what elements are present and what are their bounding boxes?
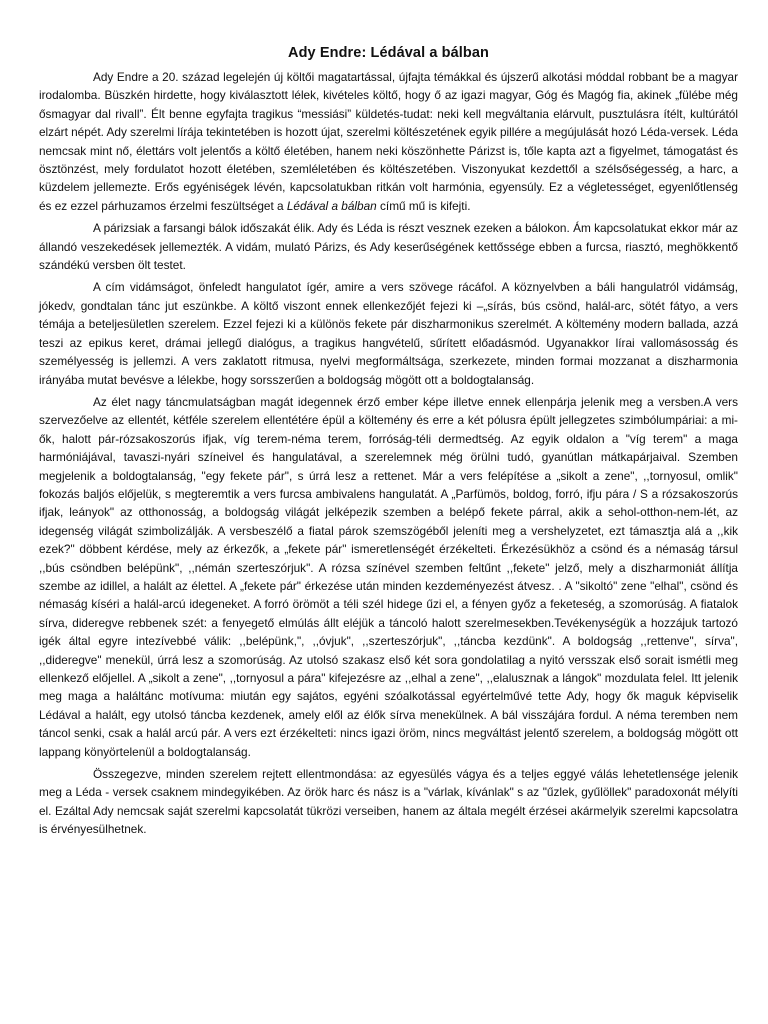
- poem-title-italic: Lédával a bálban: [286, 198, 377, 213]
- paragraph-paris: A párizsiak a farsangi bálok időszakát élik. Ady és Léda is részt vesznek ezeken a bálokon. Ám kapcsolatukat ekkor már az állandó veszekedések jellemezték. A vidám, mulató Párizs, és Ady keserűségének kettőssége ebben a furcsa, riasztó, meghökkentő szándékú versben ölt testet.: [39, 221, 738, 273]
- paragraph-intro-tail: című mű is kifejti.: [376, 198, 471, 213]
- paragraph-title-analysis: A cím vidámságot, önfeledt hangulatot ígér, amire a vers szövege rácáfol. A köznyelvben a báli hangulatról vidámság, jókedv, gondtalan tánc jut eszünkbe. A költő viszont ennek ellenkezőjét fejezi ki –„sírás, bús csönd, halál-arc, sötét fátyo, a vers témája a beteljesületlen szerelem. Ezzel fejezi ki a különös fekete pár diszharmonikus szerelmét. A költemény modern ballada, azzá teszi az epikus keret, drámai jellegű dialógus, a tragikus hangvételű, sűrített előadásmód. Ugyanakkor lírai vallomásosság és személyesség is jellemzi. A vers zaklatott ritmusa, nyelvi megformáltsága, szerkezete, minden formai mozzanat a diszharmonia irányába mutat bevésve a lélekbe, hogy sorsszerűen a boldogság mögött ott a boldogtalanság.: [39, 280, 738, 387]
- paragraph-summary: Összegezve, minden szerelem rejtett ellentmondása: az egyesülés vágya és a teljes eggyé válás lehetetlensége jelenik meg a Léda - versek csaknem mindegyikében. Az örök harc és nász is a "várlak, kívánlak" s az "űzlek, gyűlöllek" paradoxonát mélyíti el. Ezáltal Ady nemcsak saját szerelmi kapcsolatát tükrözi verseiben, hanem az általa megélt érzései akármelyik szerelmi kapcsolatra is érvényesülhetnek.: [39, 767, 738, 837]
- paragraph-intro-text: Ady Endre a 20. század legelején új költői magatartással, újfajta témákkal és újszerű alkotási móddal robbant be a magyar irodalomba. Büszkén hirdette, hogy kiválasztott lélek, kivételes költő, hogy ő az igazi magyar, Góg és Magóg fia, akinek „fülébe még ősmagyar dal rivall”. Élt benne egyfajta tragikus “messiási” küldetés-tudat: neki kell megváltania elárvult, pusztulásra ítélt, kultúrától elzárt népét. Ady szerelmi lírája tekintetében is hozott újat, szerelmi költészetének egyik pillére a megújulását hozó Léda-versek. Léda nemcsak mint nő, élettárs volt jelentős a költő életében, hanem neki köszönhette Párizst is, tőle kapta azt a figyelmet, támogatást és ösztönzést, mely fordulatot hozott életében, szemléletében és költészetében. Viszonyukat kezdettől a szélsőségesség, a harc, a küzdelem jellemezte. Erős egyéniségek lévén, kapcsolatukban ritkán volt harmónia, egyensúly. Ez a végletességet, egyenlőtlenség és ez ezzel párhuzamos érzelmi feszültséget a: [39, 70, 739, 213]
- paragraph-structure: Az élet nagy táncmulatságban magát idegennek érző ember képe illetve ennek ellenpárja jelenik meg a versben.A vers szervezőelve az ellentét, kétféle szerelem ellentétére épül a költemény és erre a két pólusra épült jellegzetes szimbólumpáriai: a mi-ők, halott pár-rózsakoszorús ifjak, víg terem-néma terem, forróság-téli dermedtség. Az egyik oldalon a "víg terem" a maga harmóniájával, tavaszi-nyári színeivel és hangulatával, a szerelemnek még örülni tudó, gyanútlan mátkapárjaival. Szemben megjelenik a boldogtalanság, "egy fekete pár", s úrrá lesz a rettenet. Már a vers felépítése a „sikolt a zene", ,,tornyosul, omlik" fokozás baljós előjelük, s megteremtik a vers furcsa ambivalens hangulatát. A „Parfümös, boldog, forró, ifju pára / S a rózsakoszorús ifjak, leányok" az otthonosság, a boldogság világát jelképezik szemben a belépő fekete párral, akik a sehol-otthon-nem-lét, az idegenség világát szimbolizálják. A versbeszélő a fiatal párok szemszögéből jeleníti meg a vershelyzetet, ezt támasztja alá a ,,kik ezek?" döbbent kérdése, mely az érkezők, a „fekete pár" ismeretlenségét érzékelteti. Érkezésükhöz a csönd és a némaság társul ,,bús csöndben belépünk", ,,némán szerteszórjuk". A rózsa színével szemben feltűnt ,,fekete" jelző, mely a diszharmoniát állítja szembe az idillel, a halált az élettel. A „fekete pár" érkezése után minden kezdeményezést átvesz. . A "sikoltó" zene "elhal", csönd és némaság kíséri a halál-arcú idegeneket. A forró örömöt a téli szél hidege űzi el, a fényen győz a feketeség, a szomorúság. A fiatalok sírva, dideregve rebbenek szét: a fenyegető elmúlás állt eléjük a táncoló halott szerelmesekben.Tevékenységük a hozzájuk tartozó igék által egyre intezívebbé válik: ,,belépünk,", ,,óvjuk", ,,szerteszórjuk", ,,táncba kezdünk". A boldogság ,,rettenve", sírva", ,,dideregve" menekül, úrrá lesz a szomorúság. Az utolsó szakasz első két sora gondolatilag a nyitó versszak első sorait ismétli meg ellenkező előjellel. A „sikolt a zene", ,,tornyosul a pára" kifejezésre az ,,elhal a zene", ,,elalusznak a lángok" mozdulata felel. Itt jelenik meg maga a haláltánc motívuma: miután egy sajátos, egyéni szóalkotással egyértelművé tette Ady, hogy ők maguk képviselik Lédával a halált, egy utolsó táncba kezdenek, amely elől az élők sírva menekülnek. A bál visszájára fordul. A néma teremben nem táncol senki, csak a halál arcú pár. A vers ezt érzékelteti: nincs igazi öröm, nincs megváltást jelentő szerelem, a boldogság mögött ott lappang könyörtelenül a boldogtalanság.: [39, 394, 738, 759]
- document-title: Ady Endre: Lédával a bálban: [288, 45, 489, 61]
- paragraph-intro: [39, 68, 738, 215]
